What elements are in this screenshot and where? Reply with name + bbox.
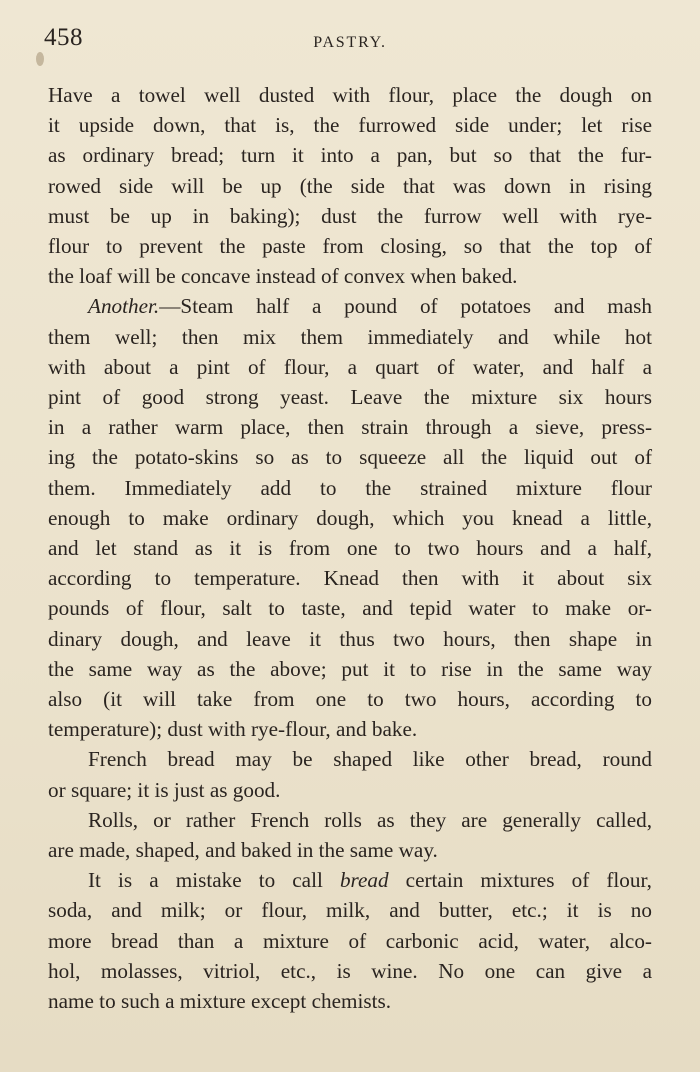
text-line: pounds of flour, salt to taste, and tepid water to make or- <box>48 596 652 621</box>
text-line: them. Immediately add to the strained mixture flour <box>48 475 652 500</box>
text-line: also (it will take from one to two hours, according to <box>48 687 652 712</box>
text-line: soda, and milk; or flour, milk, and butter, etc.; it is no <box>48 898 652 923</box>
text-line: it upside down, that is, the furrowed side under; let rise <box>48 113 652 138</box>
ink-stain <box>36 52 44 66</box>
text-line <box>48 291 652 321</box>
text-run: It is a mistake to call <box>88 868 340 893</box>
page-body <box>48 80 652 1016</box>
text-line: in a rather warm place, then strain through a sieve, press- <box>48 415 652 440</box>
text-line: French bread may be shaped like other bread, round <box>88 747 652 772</box>
text-line: flour to prevent the paste from closing, so that the top of <box>48 234 652 259</box>
text-line: and let stand as it is from one to two hours and a half, <box>48 536 652 561</box>
text-line: hol, molasses, vitriol, etc., is wine. No one can give a <box>48 958 652 983</box>
text-line: with about a pint of flour, a quart of water, and half a <box>48 354 652 379</box>
running-head: PASTRY. <box>313 34 387 51</box>
text-line: the loaf will be concave instead of convex when baked. <box>48 264 518 289</box>
text-line: are made, shaped, and baked in the same way. <box>48 838 438 863</box>
text-line: pint of good strong yeast. Leave the mixture six hours <box>48 385 652 410</box>
page-number: 458 <box>44 24 83 51</box>
text-line <box>48 865 652 895</box>
text-line: rowed side will be up (the side that was down in rising <box>48 173 652 198</box>
text-line: name to such a mixture except chemists. <box>48 989 392 1014</box>
text-run: —Steam half a pound of potatoes and mash <box>159 294 652 319</box>
recipe-heading-another: Another. <box>88 294 160 319</box>
text-line: as ordinary bread; turn it into a pan, but so that the fur- <box>48 143 652 168</box>
emphasis-bread: bread <box>339 868 389 893</box>
text-line: temperature); dust with rye-flour, and bake. <box>48 717 418 742</box>
text-line: according to temperature. Knead then with it about six <box>48 566 652 591</box>
text-line: Rolls, or rather French rolls as they are generally called, <box>88 807 652 832</box>
text-line: or square; it is just as good. <box>48 777 281 802</box>
text-line: more bread than a mixture of carbonic acid, water, alco- <box>48 928 652 953</box>
text-line: Have a towel well dusted with flour, place the dough on <box>48 83 652 107</box>
text-line: enough to make ordinary dough, which you knead a little, <box>48 505 652 530</box>
text-run: certain mixtures of flour, <box>388 868 652 893</box>
text-line: ing the potato-skins so as to squeeze all the liquid out of <box>48 445 652 470</box>
text-line: the same way as the above; put it to rise in the same way <box>48 656 652 681</box>
text-line: dinary dough, and leave it thus two hours, then shape in <box>48 626 652 651</box>
text-line: must be up in baking); dust the furrow well with rye- <box>48 203 652 228</box>
text-line: them well; then mix them immediately and while hot <box>48 324 652 349</box>
